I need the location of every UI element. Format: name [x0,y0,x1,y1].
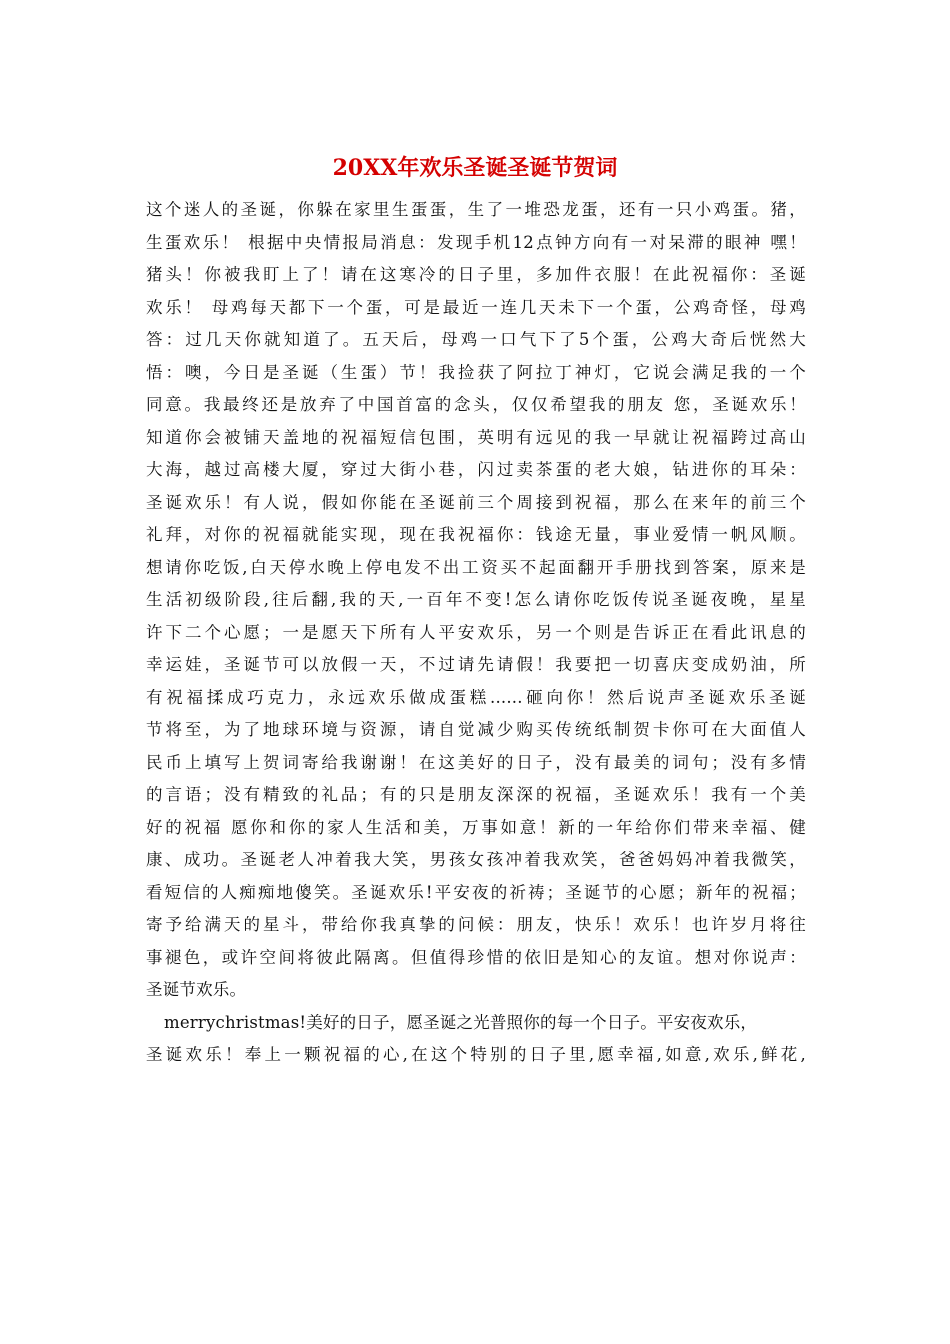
body-line: 这个迷人的圣诞，你躲在家里生蛋蛋，生了一堆恐龙蛋，还有一只小鸡蛋。猪， [146,200,806,219]
body-line: 圣诞节欢乐。 [146,980,247,999]
body-line: 节将至，为了地球环境与资源，请自觉减少购买传统纸制贺卡你可在大面值人 [146,720,806,739]
body-line: 生蛋欢乐！ 根据中央情报局消息：发现手机12点钟方向有一对呆滞的眼神 嘿！ [146,232,806,252]
body-line: 生活初级阶段,往后翻,我的天,一百年不变!怎么请你吃饭传说圣诞夜晚，星星 [146,590,806,609]
body-line: 民币上填写上贺词寄给我谢谢！在这美好的日子，没有最美的词句；没有多情 [146,752,806,772]
document-body [146,194,806,1072]
body-line: 大海，越过高楼大厦，穿过大街小巷，闪过卖茶蛋的老大娘，钻进你的耳朵： [146,460,806,479]
document-title: 20XX年欢乐圣诞圣诞节贺词 [332,155,618,181]
body-line: 看短信的人痴痴地傻笑。圣诞欢乐!平安夜的祈祷；圣诞节的心愿；新年的祝福； [146,882,806,902]
body-line: 同意。我最终还是放弃了中国首富的念头，仅仅希望我的朋友 您，圣诞欢乐！ [146,395,806,414]
body-line: 许下二个心愿；一是愿天下所有人平安欢乐，另一个则是告诉正在看此讯息的 [146,622,806,642]
body-line: 答：过几天你就知道了。五天后，母鸡一口气下了5个蛋，公鸡大奇后恍然大 [146,330,806,349]
body-line: 事褪色，或许空间将彼此隔离。但值得珍惜的依旧是知心的友谊。想对你说声： [146,947,806,967]
body-line: 幸运娃，圣诞节可以放假一天，不过请先请假！我要把一切喜庆变成奶油，所 [146,655,806,674]
body-line: 好的祝福 愿你和你的家人生活和美，万事如意！新的一年给你们带来幸福、健 [146,817,806,837]
body-line: 圣诞欢乐！有人说，假如你能在圣诞前三个周接到祝福，那么在来年的前三个 [146,492,806,512]
body-line: 寄予给满天的星斗，带给你我真挚的问候：朋友，快乐！欢乐！也许岁月将往 [146,915,806,934]
body-line: 欢乐！ 母鸡每天都下一个蛋，可是最近一连几天未下一个蛋，公鸡奇怪，母鸡 [146,297,806,317]
body-line: 悟：噢，今日是圣诞（生蛋）节！我捡获了阿拉丁神灯，它说会满足我的一个 [146,362,806,382]
body-line: 有祝福揉成巧克力，永远欢乐做成蛋糕......砸向你！然后说声圣诞欢乐圣诞 [146,687,806,707]
body-line: 礼拜，对你的祝福就能实现，现在我祝福你：钱途无量，事业爱情一帆风顺。 [146,525,806,544]
body-line: 知道你会被铺天盖地的祝福短信包围，英明有远见的我一早就让祝福跨过高山 [146,427,806,447]
body-line: 康、成功。圣诞老人冲着我大笑，男孩女孩冲着我欢笑，爸爸妈妈冲着我微笑， [146,850,806,869]
body-line: merrychristmas!美好的日子，愿圣诞之光普照你的每一个日子。平安夜欢乐， [164,1012,758,1032]
body-line: 猪头！你被我盯上了！请在这寒冷的日子里，多加件衣服！在此祝福你：圣诞 [146,265,806,284]
body-line: 圣诞欢乐！奉上一颗祝福的心,在这个特别的日子里,愿幸福,如意,欢乐,鲜花, [146,1045,806,1064]
body-line: 的言语；没有精致的礼品；有的只是朋友深深的祝福，圣诞欢乐！我有一个美 [146,785,806,804]
body-line: 想请你吃饭,白天停水晚上停电发不出工资买不起面翻开手册找到答案，原来是 [146,557,806,577]
